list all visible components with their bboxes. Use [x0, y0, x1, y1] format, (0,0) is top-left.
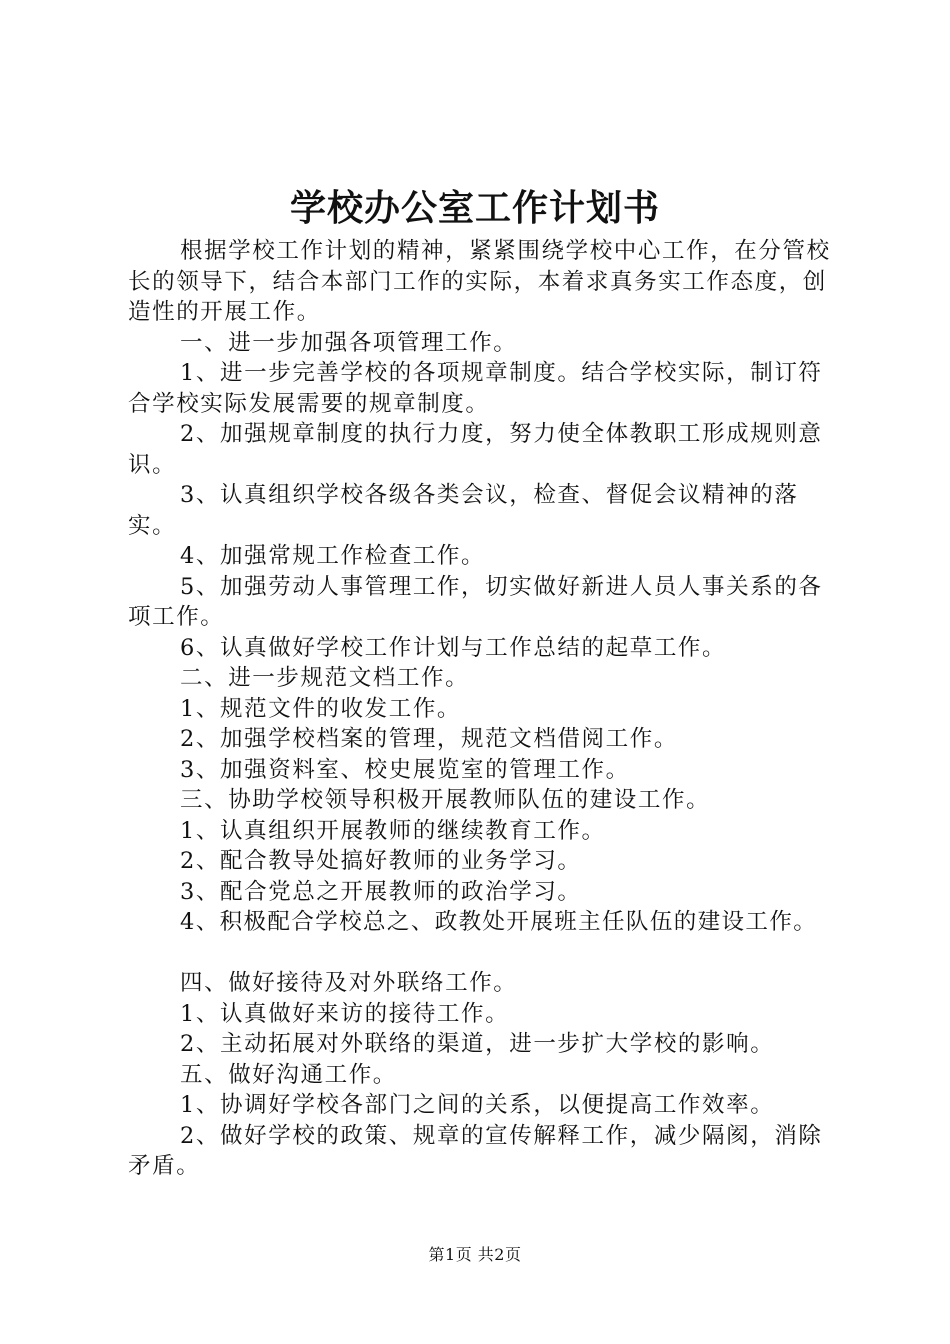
list-item: 2、加强学校档案的管理，规范文档借阅工作。	[180, 726, 678, 752]
list-item: 2、主动拓展对外联络的渠道，进一步扩大学校的影响。	[180, 1031, 775, 1057]
list-item: 3、认真组织学校各级各类会议，检查、督促会议精神的落实。	[128, 482, 799, 539]
page-number-footer: 第1页 共2页	[428, 1245, 522, 1264]
document-title: 学校办公室工作计划书	[289, 187, 660, 229]
list-item: 1、进一步完善学校的各项规章制度。结合学校实际，制订符合学校实际发展需要的规章制度。	[128, 360, 823, 417]
section-heading-3: 三、协助学校领导积极开展教师队伍的建设工作。	[180, 787, 711, 813]
list-item: 2、配合教导处搞好教师的业务学习。	[180, 848, 582, 874]
list-item: 1、协调好学校各部门之间的关系，以便提高工作效率。	[180, 1092, 775, 1118]
section-heading-5: 五、做好沟通工作。	[180, 1061, 397, 1088]
section-heading-4: 四、做好接待及对外联络工作。	[180, 970, 518, 996]
document-body	[128, 236, 836, 1182]
section-heading-1: 一、进一步加强各项管理工作。	[180, 329, 518, 356]
list-item: 1、认真做好来访的接待工作。	[180, 1000, 510, 1027]
list-item: 1、认真组织开展教师的继续教育工作。	[180, 817, 606, 844]
list-item: 2、加强规章制度的执行力度，努力使全体教职工形成规则意识。	[128, 421, 823, 478]
list-item: 3、配合党总之开展教师的政治学习。	[180, 878, 582, 905]
list-item: 6、认真做好学校工作计划与工作总结的起草工作。	[180, 634, 727, 661]
list-item: 2、做好学校的政策、规章的宣传解释工作，减少隔阂，消除矛盾。	[128, 1122, 823, 1179]
list-item: 4、加强常规工作检查工作。	[180, 543, 486, 569]
list-item: 4、积极配合学校总之、政教处开展班主任队伍的建设工作。	[180, 909, 818, 935]
intro-paragraph: 根据学校工作计划的精神，紧紧围绕学校中心工作，在分管校长的领导下，结合本部门工作的实际，本着求真务实工作态度，创造性的开展工作。	[128, 238, 831, 325]
list-item: 1、规范文件的收发工作。	[180, 695, 462, 722]
section-heading-2: 二、进一步规范文档工作。	[180, 665, 470, 691]
blank-line	[128, 938, 836, 969]
list-item: 3、加强资料室、校史展览室的管理工作。	[180, 756, 630, 783]
list-item: 5、加强劳动人事管理工作，切实做好新进人员人事关系的各项工作。	[128, 573, 823, 630]
